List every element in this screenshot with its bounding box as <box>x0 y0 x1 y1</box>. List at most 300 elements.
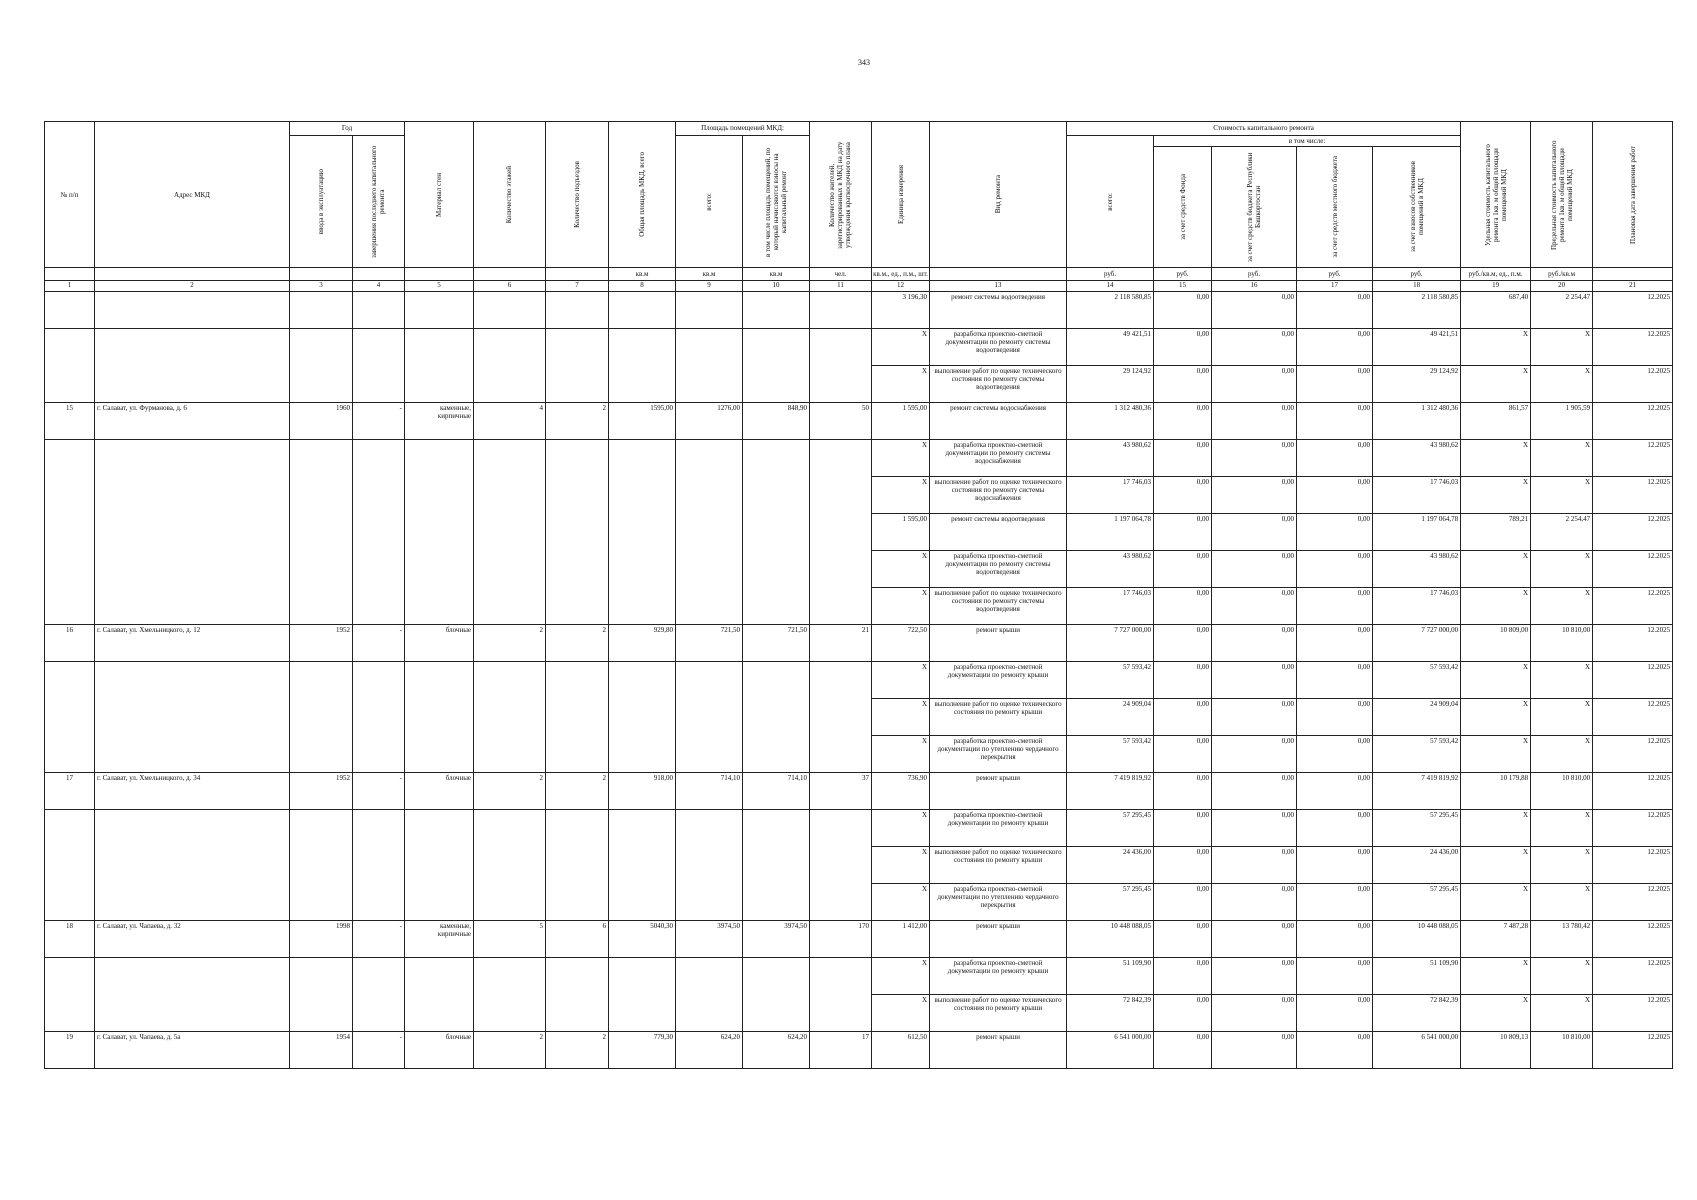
unit-cell: кв.м <box>676 268 743 281</box>
cell-cost-fund: 0,00 <box>1154 958 1212 995</box>
cell-max-cost: 2 254,47 <box>1531 514 1593 551</box>
column-number: 4 <box>353 281 405 292</box>
cell-residents <box>810 662 872 699</box>
cell-entrances <box>546 588 609 625</box>
units-row <box>45 268 1673 281</box>
cell-year-repair <box>353 292 405 329</box>
cell-cost-local: 0,00 <box>1297 514 1373 551</box>
cell-total-area <box>609 736 676 773</box>
cell-row-number <box>45 329 95 366</box>
cell-cost-total: 57 593,42 <box>1067 662 1154 699</box>
cell-cost-owners: 43 980,62 <box>1373 440 1461 477</box>
cell-year-commission <box>290 366 353 403</box>
cell-residents: 21 <box>810 625 872 662</box>
cell-cost-fund: 0,00 <box>1154 1032 1212 1069</box>
unit-cell: руб. <box>1297 268 1373 281</box>
cell-max-cost: 1 905,59 <box>1531 403 1593 440</box>
column-number: 10 <box>743 281 810 292</box>
cell-residents <box>810 329 872 366</box>
cell-year-commission <box>290 292 353 329</box>
cell-max-cost: X <box>1531 736 1593 773</box>
cell-cost-owners: 10 448 088,05 <box>1373 921 1461 958</box>
cell-wall-material <box>405 329 474 366</box>
table-row <box>45 477 1673 514</box>
cell-total-area: 918,00 <box>609 773 676 810</box>
cell-floors <box>474 736 546 773</box>
cell-floors <box>474 699 546 736</box>
column-number: 17 <box>1297 281 1373 292</box>
cell-residents <box>810 440 872 477</box>
cell-work-type: выполнение работ по оценке технического состояния по ремонту системы водоотведения <box>930 588 1067 625</box>
cell-work-type: выполнение работ по оценке технического состояния по ремонту крыши <box>930 847 1067 884</box>
column-number: 15 <box>1154 281 1212 292</box>
cell-cost-owners: 57 295,45 <box>1373 810 1461 847</box>
cell-entrances <box>546 514 609 551</box>
cell-quantity: X <box>872 477 930 514</box>
cell-entrances: 2 <box>546 625 609 662</box>
cell-cost-republic: 0,00 <box>1212 1032 1297 1069</box>
cell-premises-area: 624,20 <box>676 1032 743 1069</box>
cell-premises-area <box>676 292 743 329</box>
cell-max-cost: X <box>1531 551 1593 588</box>
cell-premises-fee-area <box>743 736 810 773</box>
cell-total-area <box>609 699 676 736</box>
column-number: 21 <box>1593 281 1673 292</box>
column-numbers <box>45 281 1673 292</box>
cell-unit-cost: X <box>1461 366 1531 403</box>
cell-row-number <box>45 995 95 1032</box>
cell-cost-owners: 24 436,00 <box>1373 847 1461 884</box>
cell-residents: 37 <box>810 773 872 810</box>
cell-cost-republic: 0,00 <box>1212 736 1297 773</box>
cell-year-repair <box>353 514 405 551</box>
cell-total-area <box>609 329 676 366</box>
cell-residents <box>810 995 872 1032</box>
cell-entrances <box>546 662 609 699</box>
cell-total-area: 5040,30 <box>609 921 676 958</box>
cell-row-number <box>45 588 95 625</box>
cell-premises-area <box>676 588 743 625</box>
header-num: № п/п <box>45 122 95 268</box>
cell-premises-area <box>676 736 743 773</box>
cell-deadline: 12.2025 <box>1593 699 1673 736</box>
cell-address: г. Салават, ул. Хмельницкого, д. 34 <box>95 773 290 810</box>
cell-work-type: выполнение работ по оценке технического состояния по ремонту крыши <box>930 699 1067 736</box>
cell-cost-owners: 72 842,39 <box>1373 995 1461 1032</box>
cell-cost-total: 10 448 088,05 <box>1067 921 1154 958</box>
cell-work-type: ремонт крыши <box>930 921 1067 958</box>
cell-cost-total: 2 118 580,85 <box>1067 292 1154 329</box>
cell-premises-fee-area: 714,10 <box>743 773 810 810</box>
cell-entrances <box>546 958 609 995</box>
cell-year-commission <box>290 440 353 477</box>
cell-entrances: 2 <box>546 1032 609 1069</box>
header-year-repair: завершения последнего капитального ремонта <box>353 136 405 268</box>
cell-residents <box>810 477 872 514</box>
cell-premises-fee-area <box>743 514 810 551</box>
cell-cost-total: 43 980,62 <box>1067 440 1154 477</box>
cell-premises-fee-area: 848,90 <box>743 403 810 440</box>
cell-floors <box>474 847 546 884</box>
table-row <box>45 995 1673 1032</box>
cell-address <box>95 588 290 625</box>
cell-year-repair <box>353 366 405 403</box>
cell-address: г. Салават, ул. Фурманова, д. 6 <box>95 403 290 440</box>
cell-work-type: разработка проектно-сметной документации по ремонту системы водоснабжения <box>930 440 1067 477</box>
cell-cost-republic: 0,00 <box>1212 440 1297 477</box>
cell-work-type: разработка проектно-сметной документации по ремонту крыши <box>930 662 1067 699</box>
cell-row-number: 19 <box>45 1032 95 1069</box>
cell-total-area: 929,80 <box>609 625 676 662</box>
cell-cost-fund: 0,00 <box>1154 662 1212 699</box>
cell-wall-material: блочные <box>405 1032 474 1069</box>
cell-premises-fee-area <box>743 662 810 699</box>
cell-cost-local: 0,00 <box>1297 773 1373 810</box>
cell-cost-republic: 0,00 <box>1212 810 1297 847</box>
cell-quantity: X <box>872 366 930 403</box>
cell-cost-fund: 0,00 <box>1154 699 1212 736</box>
cell-wall-material <box>405 810 474 847</box>
cell-premises-area <box>676 995 743 1032</box>
cell-quantity: 1 595,00 <box>872 514 930 551</box>
table-row <box>45 736 1673 773</box>
cell-year-repair: - <box>353 625 405 662</box>
cell-year-repair <box>353 995 405 1032</box>
cell-unit-cost: X <box>1461 958 1531 995</box>
cell-year-commission <box>290 514 353 551</box>
table-row <box>45 514 1673 551</box>
cell-premises-fee-area <box>743 884 810 921</box>
cell-address <box>95 699 290 736</box>
cell-floors <box>474 477 546 514</box>
cell-max-cost: X <box>1531 477 1593 514</box>
cell-premises-fee-area <box>743 588 810 625</box>
cell-deadline: 12.2025 <box>1593 329 1673 366</box>
header-entrances: Количество подъездов <box>546 122 609 268</box>
cell-cost-fund: 0,00 <box>1154 366 1212 403</box>
cell-unit-cost: 10 809,00 <box>1461 625 1531 662</box>
cell-premises-area <box>676 440 743 477</box>
cell-year-commission: 1954 <box>290 1032 353 1069</box>
cell-premises-fee-area <box>743 477 810 514</box>
cell-unit-cost: 687,40 <box>1461 292 1531 329</box>
cell-address <box>95 477 290 514</box>
cell-cost-owners: 17 746,03 <box>1373 588 1461 625</box>
cell-address <box>95 810 290 847</box>
cell-max-cost: X <box>1531 847 1593 884</box>
cell-total-area <box>609 662 676 699</box>
cell-cost-republic: 0,00 <box>1212 699 1297 736</box>
cell-entrances <box>546 699 609 736</box>
cell-unit-cost: 789,21 <box>1461 514 1531 551</box>
cell-cost-local: 0,00 <box>1297 366 1373 403</box>
unit-cell: чел. <box>810 268 872 281</box>
cell-premises-area <box>676 477 743 514</box>
cell-cost-local: 0,00 <box>1297 736 1373 773</box>
cell-year-repair: - <box>353 403 405 440</box>
cell-year-commission <box>290 958 353 995</box>
cell-cost-total: 7 419 819,92 <box>1067 773 1154 810</box>
cell-max-cost: 10 810,00 <box>1531 625 1593 662</box>
cell-quantity: X <box>872 884 930 921</box>
cell-address <box>95 366 290 403</box>
cell-address <box>95 440 290 477</box>
cell-address: г. Салават, ул. Чапаева, д. 32 <box>95 921 290 958</box>
cell-residents: 50 <box>810 403 872 440</box>
cell-address <box>95 292 290 329</box>
cell-wall-material <box>405 958 474 995</box>
cell-cost-local: 0,00 <box>1297 292 1373 329</box>
cell-year-commission <box>290 884 353 921</box>
cell-total-area <box>609 292 676 329</box>
cell-cost-republic: 0,00 <box>1212 329 1297 366</box>
cell-address <box>95 551 290 588</box>
header-premises-total: всего: <box>676 136 743 268</box>
cell-year-repair <box>353 329 405 366</box>
cell-premises-fee-area <box>743 810 810 847</box>
cell-max-cost: X <box>1531 588 1593 625</box>
cell-residents <box>810 736 872 773</box>
cell-wall-material <box>405 366 474 403</box>
cell-residents <box>810 847 872 884</box>
cell-row-number <box>45 551 95 588</box>
table-row <box>45 292 1673 329</box>
cell-row-number <box>45 366 95 403</box>
cell-year-commission <box>290 551 353 588</box>
cell-floors <box>474 292 546 329</box>
cell-year-commission <box>290 588 353 625</box>
cell-premises-fee-area <box>743 440 810 477</box>
cell-quantity: X <box>872 736 930 773</box>
cell-residents: 170 <box>810 921 872 958</box>
cell-cost-total: 57 593,42 <box>1067 736 1154 773</box>
cell-floors <box>474 958 546 995</box>
cell-cost-total: 17 746,03 <box>1067 477 1154 514</box>
cell-year-commission <box>290 699 353 736</box>
cell-cost-republic: 0,00 <box>1212 551 1297 588</box>
table-row <box>45 329 1673 366</box>
table-row <box>45 847 1673 884</box>
cell-cost-republic: 0,00 <box>1212 847 1297 884</box>
column-number: 3 <box>290 281 353 292</box>
cell-cost-local: 0,00 <box>1297 440 1373 477</box>
cell-work-type: выполнение работ по оценке технического состояния по ремонту системы водоотведения <box>930 366 1067 403</box>
cell-cost-republic: 0,00 <box>1212 366 1297 403</box>
cell-max-cost: 10 810,00 <box>1531 773 1593 810</box>
column-number: 14 <box>1067 281 1154 292</box>
cell-quantity: X <box>872 329 930 366</box>
cell-premises-fee-area <box>743 958 810 995</box>
cell-max-cost: X <box>1531 329 1593 366</box>
cell-premises-area <box>676 847 743 884</box>
header-wall-material: Материал стен <box>405 122 474 268</box>
cell-cost-fund: 0,00 <box>1154 477 1212 514</box>
cell-floors: 4 <box>474 403 546 440</box>
cell-work-type: ремонт крыши <box>930 773 1067 810</box>
cell-unit-cost: 10 179,88 <box>1461 773 1531 810</box>
cell-residents: 17 <box>810 1032 872 1069</box>
column-number: 13 <box>930 281 1067 292</box>
cell-cost-fund: 0,00 <box>1154 921 1212 958</box>
cell-address: г. Салават, ул. Чапаева, д. 5а <box>95 1032 290 1069</box>
cell-quantity: 3 196,30 <box>872 292 930 329</box>
cell-max-cost: 2 254,47 <box>1531 292 1593 329</box>
cell-unit-cost: 10 809,13 <box>1461 1032 1531 1069</box>
cell-work-type: разработка проектно-сметной документации по утеплению чердачного перекрытия <box>930 736 1067 773</box>
cell-deadline: 12.2025 <box>1593 440 1673 477</box>
cell-year-commission <box>290 810 353 847</box>
cell-cost-total: 57 295,45 <box>1067 884 1154 921</box>
cell-wall-material <box>405 440 474 477</box>
table-header <box>45 122 1673 281</box>
cell-cost-local: 0,00 <box>1297 958 1373 995</box>
cell-wall-material: блочные <box>405 625 474 662</box>
cell-floors <box>474 514 546 551</box>
cell-unit-cost: 861,57 <box>1461 403 1531 440</box>
cell-year-repair <box>353 958 405 995</box>
column-number: 16 <box>1212 281 1297 292</box>
cell-deadline: 12.2025 <box>1593 773 1673 810</box>
cell-cost-republic: 0,00 <box>1212 477 1297 514</box>
cell-work-type: ремонт системы водоотведения <box>930 292 1067 329</box>
cell-cost-fund: 0,00 <box>1154 551 1212 588</box>
cell-entrances <box>546 477 609 514</box>
cell-deadline: 12.2025 <box>1593 551 1673 588</box>
cell-wall-material <box>405 292 474 329</box>
cell-year-commission <box>290 995 353 1032</box>
cell-cost-local: 0,00 <box>1297 921 1373 958</box>
header-work-type: Вид ремонта <box>930 122 1067 268</box>
cell-year-commission: 1998 <box>290 921 353 958</box>
table-row <box>45 699 1673 736</box>
cell-cost-local: 0,00 <box>1297 699 1373 736</box>
cell-unit-cost: X <box>1461 699 1531 736</box>
column-number: 6 <box>474 281 546 292</box>
cell-cost-total: 1 197 064,78 <box>1067 514 1154 551</box>
cell-premises-fee-area: 624,20 <box>743 1032 810 1069</box>
cell-residents <box>810 884 872 921</box>
cell-floors <box>474 329 546 366</box>
column-number: 12 <box>872 281 930 292</box>
cell-premises-fee-area: 3974,50 <box>743 921 810 958</box>
cell-residents <box>810 514 872 551</box>
cell-entrances <box>546 884 609 921</box>
cell-deadline: 12.2025 <box>1593 366 1673 403</box>
cell-deadline: 12.2025 <box>1593 995 1673 1032</box>
header-cost-including: в том числе: <box>1154 136 1461 147</box>
cell-cost-local: 0,00 <box>1297 847 1373 884</box>
cell-residents <box>810 588 872 625</box>
cell-deadline: 12.2025 <box>1593 736 1673 773</box>
table-row <box>45 773 1673 810</box>
cell-total-area: 1595,00 <box>609 403 676 440</box>
cell-entrances <box>546 366 609 403</box>
cell-cost-fund: 0,00 <box>1154 292 1212 329</box>
cell-premises-area <box>676 884 743 921</box>
cell-year-repair <box>353 736 405 773</box>
cell-premises-area: 1276,00 <box>676 403 743 440</box>
unit-cell: кв.м <box>609 268 676 281</box>
cell-floors: 2 <box>474 625 546 662</box>
cell-premises-area: 714,10 <box>676 773 743 810</box>
header-total-area: Общая площадь МКД, всего <box>609 122 676 268</box>
cell-floors <box>474 588 546 625</box>
cell-row-number: 15 <box>45 403 95 440</box>
cell-cost-total: 57 295,45 <box>1067 810 1154 847</box>
cell-entrances <box>546 329 609 366</box>
header-unit-cost: Удельная стоимость капитального ремонта 1кв. м общей площади помещений МКД <box>1461 122 1531 268</box>
header-floors: Количество этажей <box>474 122 546 268</box>
cell-unit-cost: X <box>1461 440 1531 477</box>
cell-premises-area <box>676 551 743 588</box>
cell-year-repair <box>353 884 405 921</box>
cell-premises-fee-area <box>743 847 810 884</box>
cell-residents <box>810 366 872 403</box>
header-premises-area: Площадь помещений МКД: <box>676 122 810 136</box>
cell-cost-total: 7 727 000,00 <box>1067 625 1154 662</box>
cell-total-area <box>609 810 676 847</box>
cell-cost-total: 29 124,92 <box>1067 366 1154 403</box>
cell-address <box>95 995 290 1032</box>
cell-cost-fund: 0,00 <box>1154 403 1212 440</box>
cell-floors <box>474 884 546 921</box>
cell-year-commission: 1952 <box>290 773 353 810</box>
cell-cost-owners: 57 593,42 <box>1373 662 1461 699</box>
cell-year-commission <box>290 329 353 366</box>
cell-work-type: выполнение работ по оценке технического состояния по ремонту системы водоснабжения <box>930 477 1067 514</box>
cell-row-number: 17 <box>45 773 95 810</box>
cell-wall-material: блочные <box>405 773 474 810</box>
cell-total-area <box>609 588 676 625</box>
cell-entrances: 6 <box>546 921 609 958</box>
cell-entrances <box>546 995 609 1032</box>
cell-work-type: разработка проектно-сметной документации по ремонту системы водоотведения <box>930 329 1067 366</box>
cell-unit-cost: X <box>1461 995 1531 1032</box>
header-cost-local: за счет средств местного бюджета <box>1297 147 1373 268</box>
cell-premises-fee-area <box>743 292 810 329</box>
cell-cost-fund: 0,00 <box>1154 329 1212 366</box>
cell-cost-local: 0,00 <box>1297 810 1373 847</box>
cell-cost-fund: 0,00 <box>1154 440 1212 477</box>
cell-premises-area <box>676 699 743 736</box>
cell-row-number <box>45 736 95 773</box>
cell-cost-owners: 57 593,42 <box>1373 736 1461 773</box>
cell-row-number <box>45 662 95 699</box>
cell-unit-cost: X <box>1461 551 1531 588</box>
cell-premises-area: 3974,50 <box>676 921 743 958</box>
cell-work-type: ремонт системы водоснабжения <box>930 403 1067 440</box>
cell-cost-owners: 7 419 819,92 <box>1373 773 1461 810</box>
cell-quantity: 722,50 <box>872 625 930 662</box>
cell-cost-local: 0,00 <box>1297 588 1373 625</box>
cell-cost-fund: 0,00 <box>1154 588 1212 625</box>
cell-cost-owners: 57 295,45 <box>1373 884 1461 921</box>
cell-cost-total: 49 421,51 <box>1067 329 1154 366</box>
cell-cost-republic: 0,00 <box>1212 662 1297 699</box>
unit-cell: руб./кв.м, ед., п.м. <box>1461 268 1531 281</box>
cell-cost-republic: 0,00 <box>1212 403 1297 440</box>
cell-total-area <box>609 440 676 477</box>
cell-work-type: разработка проектно-сметной документации по ремонту системы водоотведения <box>930 551 1067 588</box>
cell-entrances <box>546 736 609 773</box>
cell-premises-area <box>676 810 743 847</box>
cell-unit-cost: X <box>1461 477 1531 514</box>
cell-cost-republic: 0,00 <box>1212 292 1297 329</box>
cell-total-area <box>609 847 676 884</box>
header-cost-republic: за счет средств бюджета Республики Башкортостан <box>1212 147 1297 268</box>
cell-work-type: разработка проектно-сметной документации по ремонту крыши <box>930 810 1067 847</box>
cell-cost-republic: 0,00 <box>1212 514 1297 551</box>
